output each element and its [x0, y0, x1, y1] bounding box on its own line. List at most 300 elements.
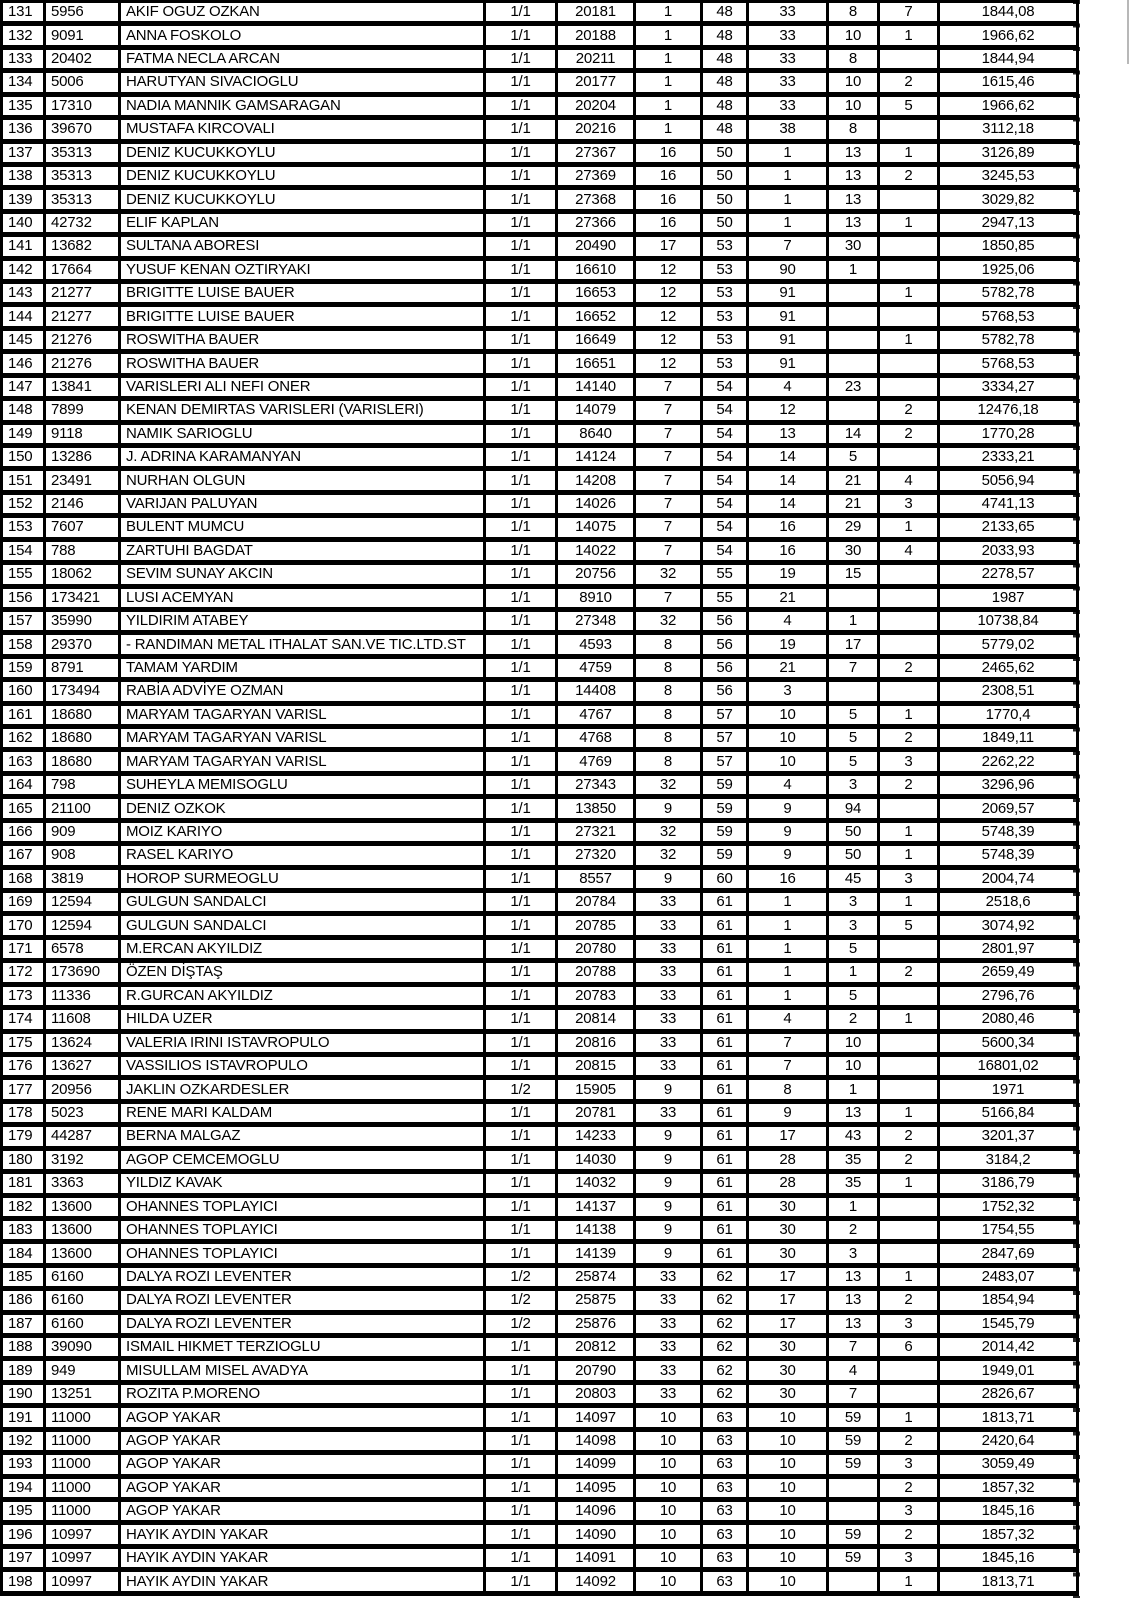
cell-record-no: 4769 — [557, 750, 635, 773]
cell-record-no: 20211 — [557, 47, 635, 70]
cell-col8: 14 — [748, 446, 828, 469]
cell-name: HOROP SURMEOGLU — [120, 867, 485, 890]
cell-name: DALYA ROZI LEVENTER — [120, 1265, 485, 1288]
cell-record-no: 14075 — [557, 516, 635, 539]
table-row — [2, 1101, 1078, 1124]
cell-share: 1/1 — [485, 633, 557, 656]
cell-col8: 4 — [748, 1008, 828, 1031]
table-row — [2, 539, 1078, 562]
cell-record-no: 14091 — [557, 1546, 635, 1569]
cell-col6: 8 — [635, 727, 702, 750]
cell-col9: 15 — [828, 563, 879, 586]
cell-owner-id: 11000 — [45, 1499, 120, 1522]
cell-owner-id: 18062 — [45, 563, 120, 586]
cell-col8: 9 — [748, 797, 828, 820]
cell-col6: 33 — [635, 914, 702, 937]
cell-col9: 10 — [828, 94, 879, 117]
cell-share: 1/1 — [485, 1546, 557, 1569]
cell-owner-id: 29370 — [45, 633, 120, 656]
cell-col7: 59 — [702, 797, 748, 820]
cell-col8: 30 — [748, 1336, 828, 1359]
cell-amount: 1925,06 — [939, 258, 1078, 281]
table-row — [2, 1359, 1078, 1382]
cell-col7: 63 — [702, 1523, 748, 1546]
cell-col9: 21 — [828, 492, 879, 515]
cell-col9 — [828, 328, 879, 351]
cell-share: 1/1 — [485, 24, 557, 47]
cell-col8: 28 — [748, 1148, 828, 1171]
cell-col6: 16 — [635, 164, 702, 187]
cell-col8: 30 — [748, 1382, 828, 1405]
cell-amount: 10738,84 — [939, 609, 1078, 632]
cell-amount: 5768,53 — [939, 305, 1078, 328]
cell-owner-id: 13600 — [45, 1218, 120, 1241]
cell-name: VASSILIOS ISTAVROPULO — [120, 1054, 485, 1077]
cell-col7: 61 — [702, 891, 748, 914]
table-row — [2, 1031, 1078, 1054]
cell-col7: 54 — [702, 399, 748, 422]
cell-record-no: 20785 — [557, 914, 635, 937]
cell-col10 — [879, 1031, 939, 1054]
cell-share: 1/1 — [485, 1054, 557, 1077]
cell-col7: 62 — [702, 1312, 748, 1335]
cell-col10: 2 — [879, 1523, 939, 1546]
cell-row-no: 186 — [2, 1289, 45, 1312]
cell-row-no: 155 — [2, 563, 45, 586]
cell-col6: 10 — [635, 1476, 702, 1499]
cell-share: 1/1 — [485, 961, 557, 984]
cell-col7: 63 — [702, 1546, 748, 1569]
cell-record-no: 20788 — [557, 961, 635, 984]
cell-amount: 2947,13 — [939, 211, 1078, 234]
cell-amount: 1854,94 — [939, 1289, 1078, 1312]
cell-row-no: 174 — [2, 1008, 45, 1031]
cell-owner-id: 11608 — [45, 1008, 120, 1031]
cell-col9: 1 — [828, 1195, 879, 1218]
table-row — [2, 258, 1078, 281]
cell-col6: 32 — [635, 844, 702, 867]
cell-col8: 10 — [748, 1406, 828, 1429]
cell-col6: 7 — [635, 375, 702, 398]
cell-amount: 2333,21 — [939, 446, 1078, 469]
cell-share: 1/1 — [485, 1406, 557, 1429]
cell-col7: 48 — [702, 118, 748, 141]
cell-record-no: 27369 — [557, 164, 635, 187]
cell-amount: 3296,96 — [939, 773, 1078, 796]
cell-col7: 50 — [702, 141, 748, 164]
cell-col6: 7 — [635, 399, 702, 422]
cell-row-no: 160 — [2, 680, 45, 703]
cell-col6: 10 — [635, 1523, 702, 1546]
cell-col10 — [879, 1054, 939, 1077]
cell-col6: 7 — [635, 469, 702, 492]
cell-owner-id: 13251 — [45, 1382, 120, 1405]
cell-col10: 1 — [879, 820, 939, 843]
cell-amount: 12476,18 — [939, 399, 1078, 422]
cell-name: AGOP YAKAR — [120, 1429, 485, 1452]
cell-col10: 1 — [879, 516, 939, 539]
cell-name: VARISLERI ALI NEFI ONER — [120, 375, 485, 398]
table-row — [2, 891, 1078, 914]
cell-name: YILDIRIM ATABEY — [120, 609, 485, 632]
cell-col8: 17 — [748, 1289, 828, 1312]
cell-col8: 10 — [748, 1570, 828, 1594]
cell-col8: 14 — [748, 469, 828, 492]
cell-col7: 61 — [702, 1125, 748, 1148]
cell-amount: 4741,13 — [939, 492, 1078, 515]
cell-col10: 1 — [879, 703, 939, 726]
cell-share: 1/1 — [485, 539, 557, 562]
cell-row-no: 189 — [2, 1359, 45, 1382]
cell-owner-id: 3363 — [45, 1172, 120, 1195]
cell-record-no: 16651 — [557, 352, 635, 375]
cell-amount: 1615,46 — [939, 71, 1078, 94]
cell-col6: 9 — [635, 1148, 702, 1171]
cell-row-no: 148 — [2, 399, 45, 422]
cell-col9: 5 — [828, 446, 879, 469]
cell-row-no: 196 — [2, 1523, 45, 1546]
cell-owner-id: 11336 — [45, 984, 120, 1007]
cell-owner-id: 21277 — [45, 305, 120, 328]
cell-col6: 9 — [635, 1242, 702, 1265]
cell-row-no: 151 — [2, 469, 45, 492]
cell-col8: 30 — [748, 1242, 828, 1265]
cell-owner-id: 10997 — [45, 1523, 120, 1546]
cell-col9: 94 — [828, 797, 879, 820]
cell-share: 1/1 — [485, 1499, 557, 1522]
cell-owner-id: 21276 — [45, 352, 120, 375]
cell-name: OHANNES TOPLAYICI — [120, 1195, 485, 1218]
cell-col8: 30 — [748, 1359, 828, 1382]
cell-owner-id: 173494 — [45, 680, 120, 703]
cell-col10: 1 — [879, 211, 939, 234]
table-row — [2, 797, 1078, 820]
table-row — [2, 1499, 1078, 1522]
cell-row-no: 133 — [2, 47, 45, 70]
cell-share: 1/1 — [485, 141, 557, 164]
cell-amount: 2308,51 — [939, 680, 1078, 703]
cell-col8: 7 — [748, 235, 828, 258]
cell-share: 1/1 — [485, 282, 557, 305]
cell-col9: 43 — [828, 1125, 879, 1148]
cell-row-no: 191 — [2, 1406, 45, 1429]
cell-col8: 16 — [748, 867, 828, 890]
cell-col9 — [828, 282, 879, 305]
cell-col6: 12 — [635, 328, 702, 351]
cell-share: 1/1 — [485, 867, 557, 890]
cell-col9: 13 — [828, 1289, 879, 1312]
cell-amount: 2069,57 — [939, 797, 1078, 820]
cell-amount: 3245,53 — [939, 164, 1078, 187]
cell-col10 — [879, 188, 939, 211]
cell-row-no: 167 — [2, 844, 45, 867]
cell-row-no: 183 — [2, 1218, 45, 1241]
cell-col7: 62 — [702, 1359, 748, 1382]
cell-name: AGOP CEMCEMOGLU — [120, 1148, 485, 1171]
cell-owner-id: 6160 — [45, 1265, 120, 1288]
cell-amount: 1966,62 — [939, 24, 1078, 47]
cell-row-no: 135 — [2, 94, 45, 117]
cell-record-no: 25876 — [557, 1312, 635, 1335]
cell-col6: 33 — [635, 1101, 702, 1124]
cell-col7: 63 — [702, 1406, 748, 1429]
cell-owner-id: 173690 — [45, 961, 120, 984]
cell-col10 — [879, 1195, 939, 1218]
cell-share: 1/1 — [485, 797, 557, 820]
cell-amount: 1857,32 — [939, 1476, 1078, 1499]
cell-amount: 1844,94 — [939, 47, 1078, 70]
cell-col6: 10 — [635, 1429, 702, 1452]
cell-col7: 63 — [702, 1429, 748, 1452]
cell-col7: 53 — [702, 305, 748, 328]
cell-col9: 21 — [828, 469, 879, 492]
table-row — [2, 914, 1078, 937]
cell-col6: 10 — [635, 1499, 702, 1522]
cell-amount: 5166,84 — [939, 1101, 1078, 1124]
cell-col9: 50 — [828, 844, 879, 867]
cell-col7: 61 — [702, 1008, 748, 1031]
table-row — [2, 1289, 1078, 1312]
cell-owner-id: 21276 — [45, 328, 120, 351]
cell-col6: 8 — [635, 750, 702, 773]
cell-name: DALYA ROZI LEVENTER — [120, 1312, 485, 1335]
cell-amount: 1857,32 — [939, 1523, 1078, 1546]
cell-record-no: 20784 — [557, 891, 635, 914]
cell-col10 — [879, 1359, 939, 1382]
cell-col6: 9 — [635, 867, 702, 890]
table-row — [2, 727, 1078, 750]
cell-col6: 1 — [635, 94, 702, 117]
cell-row-no: 166 — [2, 820, 45, 843]
cell-name: HAYIK AYDIN YAKAR — [120, 1523, 485, 1546]
cell-amount: 2483,07 — [939, 1265, 1078, 1288]
cell-col10: 3 — [879, 867, 939, 890]
cell-share: 1/1 — [485, 984, 557, 1007]
cell-share: 1/1 — [485, 305, 557, 328]
cell-row-no: 140 — [2, 211, 45, 234]
cell-amount: 3201,37 — [939, 1125, 1078, 1148]
cell-col6: 33 — [635, 984, 702, 1007]
cell-owner-id: 18680 — [45, 727, 120, 750]
cell-name: ROSWITHA BAUER — [120, 328, 485, 351]
cell-amount: 2518,6 — [939, 891, 1078, 914]
cell-col7: 55 — [702, 586, 748, 609]
cell-owner-id: 11000 — [45, 1406, 120, 1429]
cell-col10 — [879, 680, 939, 703]
cell-name: ANNA FOSKOLO — [120, 24, 485, 47]
cell-col7: 63 — [702, 1453, 748, 1476]
cell-share: 1/1 — [485, 188, 557, 211]
cell-row-no: 180 — [2, 1148, 45, 1171]
cell-share: 1/1 — [485, 914, 557, 937]
cell-col8: 33 — [748, 47, 828, 70]
cell-col6: 1 — [635, 118, 702, 141]
cell-owner-id: 788 — [45, 539, 120, 562]
cell-col6: 32 — [635, 563, 702, 586]
cell-owner-id: 3819 — [45, 867, 120, 890]
cell-col10: 7 — [879, 2, 939, 24]
cell-name: SULTANA ABORESI — [120, 235, 485, 258]
cell-name: DENIZ KUCUKKOYLU — [120, 164, 485, 187]
cell-col7: 61 — [702, 937, 748, 960]
table-row — [2, 1218, 1078, 1241]
cell-record-no: 14096 — [557, 1499, 635, 1522]
cell-owner-id: 5006 — [45, 71, 120, 94]
cell-col6: 12 — [635, 282, 702, 305]
cell-col7: 59 — [702, 820, 748, 843]
cell-col10: 5 — [879, 914, 939, 937]
cell-col8: 30 — [748, 1195, 828, 1218]
cell-col10: 1 — [879, 328, 939, 351]
cell-name: MOIZ KARIYO — [120, 820, 485, 843]
cell-owner-id: 20402 — [45, 47, 120, 70]
cell-col10 — [879, 375, 939, 398]
cell-name: LUSI ACEMYAN — [120, 586, 485, 609]
cell-col6: 10 — [635, 1453, 702, 1476]
cell-row-no: 132 — [2, 24, 45, 47]
cell-col6: 1 — [635, 47, 702, 70]
cell-col10 — [879, 1382, 939, 1405]
cell-col8: 10 — [748, 727, 828, 750]
cell-amount: 2465,62 — [939, 656, 1078, 679]
cell-col9: 13 — [828, 141, 879, 164]
table-row — [2, 1008, 1078, 1031]
cell-col9: 13 — [828, 1101, 879, 1124]
cell-col10: 6 — [879, 1336, 939, 1359]
cell-name: ISMAIL HIKMET TERZIOGLU — [120, 1336, 485, 1359]
cell-col10: 2 — [879, 1476, 939, 1499]
table-row — [2, 211, 1078, 234]
cell-col10: 1 — [879, 282, 939, 305]
cell-amount: 1850,85 — [939, 235, 1078, 258]
cell-name: GULGUN SANDALCI — [120, 914, 485, 937]
cell-amount: 2014,42 — [939, 1336, 1078, 1359]
cell-amount: 3186,79 — [939, 1172, 1078, 1195]
cell-col9: 10 — [828, 1031, 879, 1054]
cell-name: R.GURCAN AKYILDIZ — [120, 984, 485, 1007]
cell-col9: 59 — [828, 1546, 879, 1569]
cell-share: 1/1 — [485, 258, 557, 281]
cell-owner-id: 909 — [45, 820, 120, 843]
cell-owner-id: 9118 — [45, 422, 120, 445]
cell-share: 1/1 — [485, 516, 557, 539]
table-row — [2, 422, 1078, 445]
cell-owner-id: 39090 — [45, 1336, 120, 1359]
cell-share: 1/1 — [485, 211, 557, 234]
cell-amount: 2004,74 — [939, 867, 1078, 890]
cell-col6: 33 — [635, 937, 702, 960]
cell-col10 — [879, 797, 939, 820]
cell-col9: 5 — [828, 727, 879, 750]
cell-col7: 48 — [702, 94, 748, 117]
cell-col6: 32 — [635, 820, 702, 843]
cell-col8: 1 — [748, 164, 828, 187]
cell-name: SEVIM SUNAY AKCIN — [120, 563, 485, 586]
table-row — [2, 984, 1078, 1007]
cell-col10: 3 — [879, 1499, 939, 1522]
table-row — [2, 164, 1078, 187]
cell-owner-id: 949 — [45, 1359, 120, 1382]
cell-record-no: 14098 — [557, 1429, 635, 1452]
cell-amount: 1813,71 — [939, 1570, 1078, 1594]
table-row — [2, 1406, 1078, 1429]
cell-col9: 13 — [828, 164, 879, 187]
cell-col10: 3 — [879, 750, 939, 773]
cell-col7: 63 — [702, 1570, 748, 1594]
cell-col10 — [879, 609, 939, 632]
cell-col7: 57 — [702, 727, 748, 750]
cell-col10: 1 — [879, 844, 939, 867]
cell-name: DALYA ROZI LEVENTER — [120, 1289, 485, 1312]
cell-col6: 9 — [635, 1218, 702, 1241]
cell-name: MARYAM TAGARYAN VARISL — [120, 727, 485, 750]
cell-amount: 1770,4 — [939, 703, 1078, 726]
cell-col9: 14 — [828, 422, 879, 445]
cell-row-no: 193 — [2, 1453, 45, 1476]
cell-row-no: 143 — [2, 282, 45, 305]
cell-col8: 4 — [748, 609, 828, 632]
table-row — [2, 844, 1078, 867]
cell-col9 — [828, 1476, 879, 1499]
cell-col9: 1 — [828, 258, 879, 281]
cell-owner-id: 23491 — [45, 469, 120, 492]
cell-amount: 1845,16 — [939, 1499, 1078, 1522]
cell-amount: 1987 — [939, 586, 1078, 609]
cell-col10 — [879, 1218, 939, 1241]
cell-col10: 3 — [879, 1546, 939, 1569]
cell-name: ÖZEN DİŞTAŞ — [120, 961, 485, 984]
cell-record-no: 20188 — [557, 24, 635, 47]
cell-name: YUSUF KENAN OZTIRYAKI — [120, 258, 485, 281]
table-row — [2, 516, 1078, 539]
cell-owner-id: 13841 — [45, 375, 120, 398]
cell-owner-id: 7899 — [45, 399, 120, 422]
cell-col7: 55 — [702, 563, 748, 586]
cell-col8: 21 — [748, 586, 828, 609]
cell-row-no: 141 — [2, 235, 45, 258]
cell-col8: 91 — [748, 352, 828, 375]
cell-col6: 33 — [635, 1382, 702, 1405]
cell-name: NADIA MANNIK GAMSARAGAN — [120, 94, 485, 117]
cell-row-no: 156 — [2, 586, 45, 609]
cell-record-no: 27368 — [557, 188, 635, 211]
cell-col6: 33 — [635, 891, 702, 914]
cell-row-no: 164 — [2, 773, 45, 796]
table-row — [2, 1078, 1078, 1101]
page-edge-scan-artifact — [1127, 0, 1129, 64]
cell-row-no: 153 — [2, 516, 45, 539]
cell-col8: 10 — [748, 703, 828, 726]
table-row — [2, 937, 1078, 960]
cell-col7: 61 — [702, 1101, 748, 1124]
table-row — [2, 328, 1078, 351]
table-row — [2, 586, 1078, 609]
cell-col8: 91 — [748, 328, 828, 351]
cell-col8: 10 — [748, 750, 828, 773]
cell-row-no: 144 — [2, 305, 45, 328]
cell-col6: 7 — [635, 422, 702, 445]
cell-row-no: 136 — [2, 118, 45, 141]
cell-col7: 53 — [702, 352, 748, 375]
cell-col7: 62 — [702, 1382, 748, 1405]
cell-row-no: 169 — [2, 891, 45, 914]
cell-col9: 29 — [828, 516, 879, 539]
cell-col7: 61 — [702, 984, 748, 1007]
cell-col10: 1 — [879, 1406, 939, 1429]
cell-col8: 14 — [748, 492, 828, 515]
cell-owner-id: 20956 — [45, 1078, 120, 1101]
cell-name: FATMA NECLA ARCAN — [120, 47, 485, 70]
